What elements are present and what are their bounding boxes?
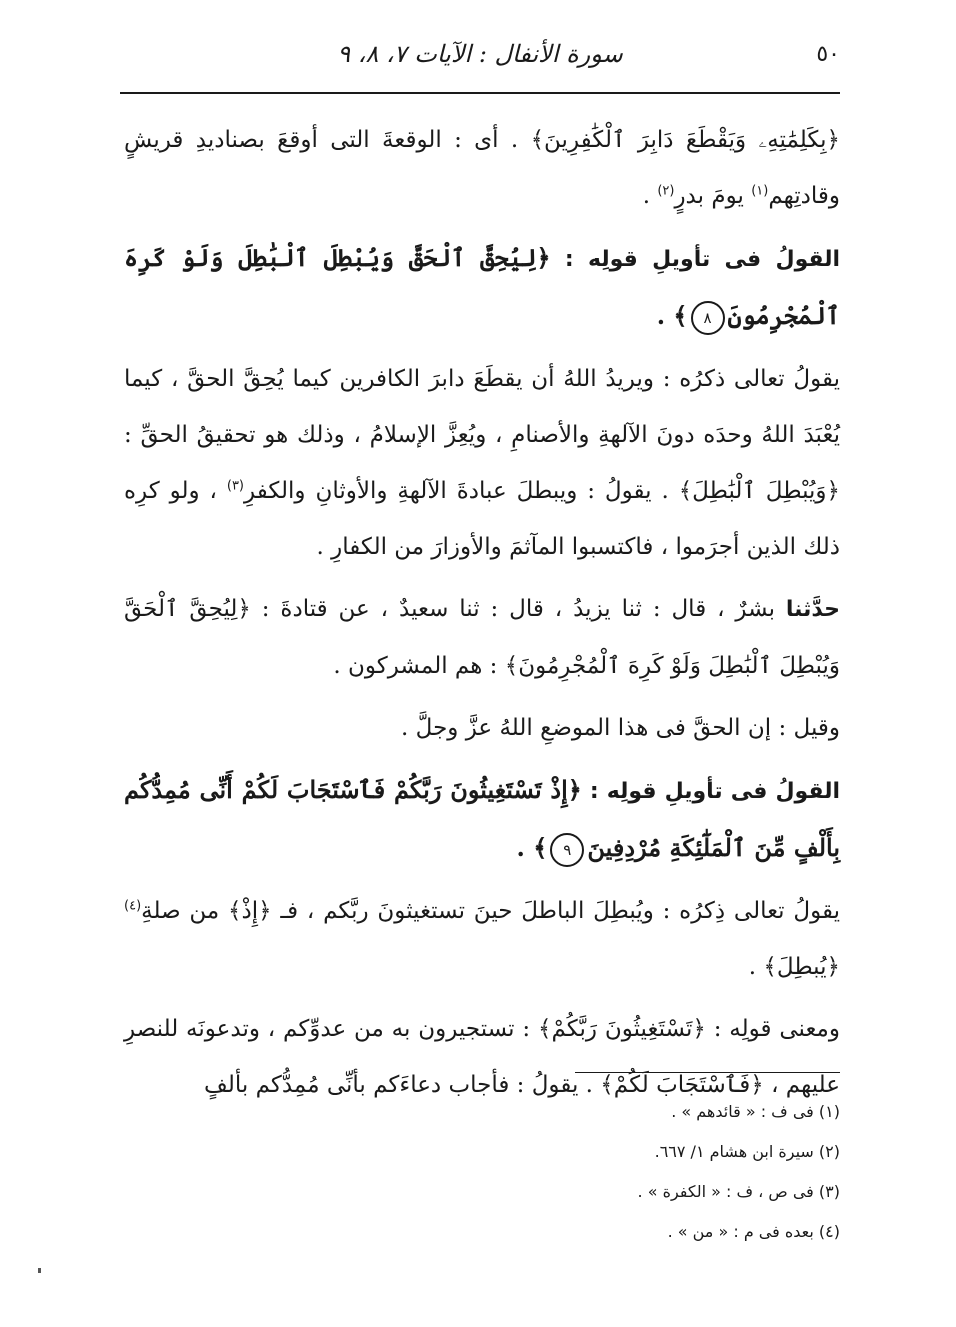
paragraph-3 [124,351,840,575]
paragraph-7 [124,883,840,995]
quran-verse: ﴿إِذْ تَسْتَغِيثُونَ رَبَّكُمْ فَٱسْتَجَابَ لَكُمْ أَنِّى مُمِدُّكُم بِأَلْفٍ مِّنَ ٱلْمَلَٰٓئِكَةِ مُرْدِفِينَ [124,775,840,862]
ayah-number-marker: ٨ [691,301,725,335]
scan-speck [38,1268,41,1273]
paragraph-text: ومعنى قولِه : ﴿تَسْتَغِيثُونَ رَبَّكُمْ﴾ : تستجيرون به من عدوِّكم ، وتدعونَه للنصرِ عليهم ، ﴿فَٱسْتَجَابَ لَكُمْ﴾ . يقولُ : فأجاب دعاءَكم بأنِّى مُمِدُّكم بألفٍ [124,1016,840,1098]
footnote-ref-3: (٣) [226,478,244,494]
hadith-paragraph [124,581,840,694]
ayah-number-marker: ٩ [550,833,584,867]
footnote-3: (٣) فى ص ، ف : « الكفرة » . [637,1182,840,1201]
header-rule [120,92,840,94]
page-header [120,38,840,88]
footnote-2: (٢) سيرة ابن هشام ١/ ٦٦٧. [654,1142,840,1161]
running-head: سورة الأنفال : الآيات ٧، ٨، ٩ [337,40,623,68]
paragraph-text: يقولُ تعالى ذِكرُه : ويُبطِلَ الباطلَ حينَ تستغيثونَ ربَّكم ، فـ ﴿إِذْ﴾ من صلةِ [141,898,840,924]
heading-lead: القولُ فى تأويلِ قولِه : [581,779,840,804]
paragraph-text: بشرٌ ، قال : ثنا يزيدُ ، قال : ثنا سعيدٌ ، عن قتادةَ : ﴿لِيُحِقَّ ٱلْحَقَّ وَيُبْطِلَ ٱلْبَٰطِلَ وَلَوْ كَرِهَ ٱلْمُجْرِمُونَ﴾ : هم المشركون . [124,596,840,679]
footnote-rule [575,1072,840,1073]
section-heading-verse-8 [124,230,840,345]
verse-close: ﴾ . [516,833,548,862]
paragraph-5 [124,700,840,756]
paragraph-text: ﴿بِكَلِمَٰتِهِۦ وَيَقْطَعَ دَابِرَ ٱلْكَٰفِرِينَ﴾ . أى : الوقعةَ التى أوقعَ بصناديدِ قريشٍ وقادتِهم [124,127,840,209]
narration-lead: حدَّثنا [785,597,840,622]
footnote-1: (١) فى ف : « قائدهم » . [671,1102,840,1121]
footnote-4: (٤) بعده فى م : « من » . [667,1222,840,1241]
footnote-ref-4: (٤) [124,898,142,914]
main-text [124,112,840,1119]
paragraph-text: ﴿يُبطِلَ﴾ . [748,954,840,980]
heading-lead: القولُ فى تأويلِ قولِه : [550,247,841,272]
page-number: ٥٠ [816,42,840,67]
verse-close: ﴾ . [656,301,688,330]
footnotes [400,1092,840,1252]
paragraph-text: يقولُ تعالى ذكرُه : ويريدُ اللهُ أن يقطَعَ دابرَ الكافرين كيما يُحِقَّ الحقَّ ، كيما يُعْبَدَ اللهُ وحدَه دونَ الآلهةِ والأصنامِ ، ويُعِزَّ الإسلامُ ، وذلك هو تحقيقُ الحقِّ : ﴿وَيُبْطِلَ ٱلْبَٰطِلَ﴾ . يقولُ : ويبطلَ عبادةَ الآلهةِ والأوثانِ والكفرِ [124,366,840,504]
section-heading-verse-9 [124,762,840,877]
paragraph-text: ، ولو كرِه ذلك الذين أجرَموا ، فاكتسبوا المآثمَ والأوزارَ من الكفارِ . [124,478,840,560]
paragraph-text: وقيل : إن الحقَّ فى هذا الموضعِ اللهُ عزَّ وجلَّ . [401,715,840,741]
footnote-ref-1: (١) [751,183,769,199]
paragraph-1 [124,112,840,224]
paragraph-text: . [642,183,658,209]
footnote-ref-2: (٢) [657,183,675,199]
quran-verse: ﴿لِيُحِقَّ ٱلْحَقَّ وَيُبْطِلَ ٱلْبَٰطِلَ وَلَوْ كَرِهَ ٱلْمُجْرِمُونَ [124,243,840,330]
paragraph-text: يومَ بدرٍ [674,183,752,209]
